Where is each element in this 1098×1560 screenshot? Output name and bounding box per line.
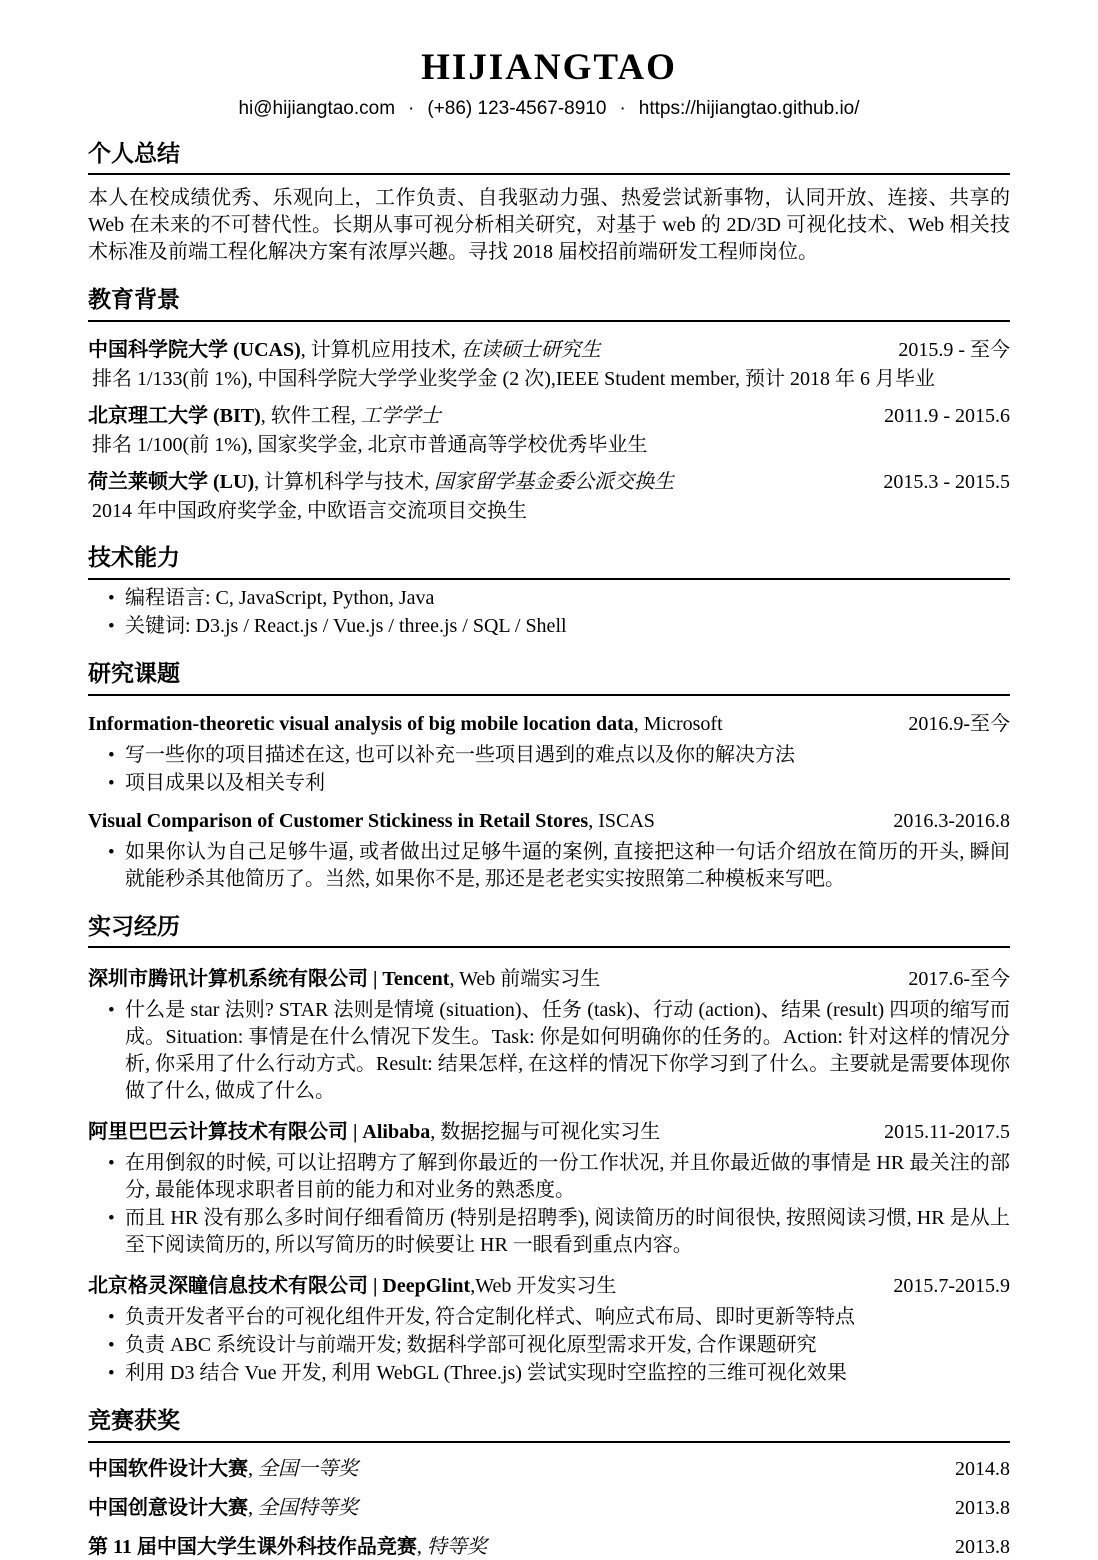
school-major: , 软件工程, (260, 405, 361, 428)
award-row (88, 1534, 1010, 1560)
internship-entry (88, 1119, 1010, 1259)
section-title-education: 教育背景 (88, 285, 1010, 322)
dot-separator: · (619, 97, 626, 119)
award-name: 中国软件设计大赛 (88, 1458, 248, 1481)
summary-text: 本人在校成绩优秀、乐观向上，工作负责、自我驱动力强、热爱尝试新事物，认同开放、连接、共享的 Web 在未来的不可替代性。长期从事可视分析相关研究，对基于 web 的 2D/3D 可视化技术、Web 相关技术标准及前端工程化解决方案有浓厚兴趣。寻找 2018 届校招前端研发工程师岗位。 (88, 187, 1010, 264)
project-bullet: • 如果你认为自己足够牛逼, 或者做出过足够牛逼的案例, 直接把这种一句话介绍放在简历的开头, 瞬间就能秒杀其他简历了。当然, 如果你不是, 那还是老老实实按照第二种模板来写吧。 (125, 839, 1010, 893)
internship-bullet: • 利用 D3 结合 Vue 开发, 利用 WebGL (Three.js) 尝试实现时空监控的三维可视化效果 (125, 1360, 1010, 1387)
company-name: 深圳市腾讯计算机系统有限公司 | Tencent (88, 968, 450, 991)
award-result: , 特等奖 (416, 1536, 487, 1559)
section-summary (88, 139, 1010, 267)
internship-bullet: • 负责 ABC 系统设计与前端开发; 数据科学部可视化原型需求开发, 合作课题研究 (125, 1332, 1010, 1359)
company-name: 北京格灵深瞳信息技术有限公司 | DeepGlint (88, 1275, 471, 1298)
project-title: Visual Comparison of Customer Stickiness in Retail Stores (88, 809, 589, 832)
section-internships (88, 912, 1010, 1388)
internship-bullet: • 而且 HR 没有那么多时间仔细看简历 (特别是招聘季), 阅读简历的时间很快, 按照阅读习惯, HR 是从上至下阅读简历的, 所以写简历的时候要让 HR 一眼看到重点内容。 (125, 1205, 1010, 1259)
section-education (88, 285, 1010, 524)
internship-entry (88, 1273, 1010, 1387)
section-title-awards: 竞赛获奖 (88, 1406, 1010, 1443)
section-research (88, 659, 1010, 893)
job-role: , 数据挖掘与可视化实习生 (430, 1121, 661, 1144)
internship-bullet: • 在用倒叙的时候, 可以让招聘方了解到你最近的一份工作状况, 并且你最近做的事情是 HR 最关注的部分, 最能体现求职者目前的能力和对业务的熟悉度。 (125, 1150, 1010, 1204)
skill-item: • 关键词: D3.js / React.js / Vue.js / three.js / SQL / Shell (125, 613, 1010, 640)
project-title: Information-theoretic visual analysis of big mobile location data (88, 712, 634, 735)
section-title-research: 研究课题 (88, 659, 1010, 696)
date-range: 2016.9-至今 (908, 712, 1010, 735)
award-row (88, 1495, 1010, 1521)
school-degree: 在读硕士研究生 (460, 339, 601, 362)
contact-email[interactable]: hi@hijiangtao.com (238, 97, 396, 119)
project-affiliation: , Microsoft (633, 712, 723, 735)
school-name: 北京理工大学 (BIT) (88, 405, 261, 428)
education-entry (88, 469, 1010, 524)
date-range: 2015.7-2015.9 (893, 1275, 1010, 1298)
resume-name: HIJIANGTAO (421, 47, 677, 88)
dot-separator: · (408, 97, 415, 119)
project-affiliation: , ISCAS (588, 809, 655, 832)
award-result: , 全国一等奖 (248, 1458, 358, 1481)
education-detail: 排名 1/100(前 1%), 国家奖学金, 北京市普通高等学校优秀毕业生 (92, 434, 648, 457)
school-name: 荷兰莱顿大学 (LU) (88, 471, 255, 494)
internship-bullet: • 什么是 star 法则? STAR 法则是情境 (situation)、任务 (task)、行动 (action)、结果 (result) 四项的缩写而成。Situation: 事情是在什么情况下发生。Task: 你是如何明确你的任务的。Action: 针对这样的情况分析, 你采用了什么行动方式。Result: 结果怎样, 在这样的情况下你学习到了什么。主要就是需要体现你做了什么, 做成了什么。 (125, 997, 1010, 1105)
internship-bullet: • 负责开发者平台的可视化组件开发, 符合定制化样式、响应式布局、即时更新等特点 (125, 1304, 1010, 1331)
education-detail: 排名 1/133(前 1%), 中国科学院大学学业奖学金 (2 次),IEEE Student member, 预计 2018 年 6 月毕业 (92, 368, 936, 391)
award-name: 中国创意设计大赛 (88, 1497, 248, 1520)
project-bullet: • 项目成果以及相关专利 (125, 770, 1010, 797)
date-range: 2011.9 - 2015.6 (884, 405, 1010, 428)
education-detail: 2014 年中国政府奖学金, 中欧语言交流项目交换生 (92, 500, 527, 523)
job-role: , Web 前端实习生 (449, 968, 601, 991)
award-row (88, 1456, 1010, 1482)
section-skills (88, 543, 1010, 640)
section-title-summary: 个人总结 (88, 139, 1010, 176)
award-date: 2013.8 (955, 1497, 1010, 1520)
section-awards (88, 1406, 1010, 1560)
contact-website[interactable]: https://hijiangtao.github.io/ (638, 97, 860, 119)
date-range: 2016.3-2016.8 (893, 809, 1010, 832)
skill-item: • 编程语言: C, JavaScript, Python, Java (125, 585, 1010, 612)
school-major: , 计算机应用技术, (300, 339, 461, 362)
contact-phone: (+86) 123-4567-8910 (427, 97, 607, 119)
internship-entry (88, 962, 1010, 1105)
job-role: ,Web 开发实习生 (470, 1275, 617, 1298)
project-bullet: • 写一些你的项目描述在这, 也可以补充一些项目遇到的难点以及你的解决方法 (125, 742, 1010, 769)
date-range: 2015.11-2017.5 (884, 1121, 1010, 1144)
school-major: , 计算机科学与技术, (254, 471, 435, 494)
section-title-skills: 技术能力 (88, 543, 1010, 580)
date-range: 2015.9 - 至今 (898, 339, 1010, 362)
award-result: , 全国特等奖 (248, 1497, 358, 1520)
research-project (88, 707, 1010, 797)
school-name: 中国科学院大学 (UCAS) (88, 339, 301, 362)
date-range: 2017.6-至今 (908, 968, 1010, 991)
company-name: 阿里巴巴云计算技术有限公司 | Alibaba (88, 1121, 431, 1144)
research-project (88, 808, 1010, 893)
award-name: 第 11 届中国大学生课外科技作品竞赛 (88, 1536, 417, 1559)
education-entry (88, 403, 1010, 458)
section-title-internships: 实习经历 (88, 912, 1010, 949)
school-degree: 国家留学基金委公派交换生 (434, 471, 675, 494)
school-degree: 工学学士 (360, 405, 441, 428)
education-entry (88, 333, 1010, 392)
award-date: 2014.8 (955, 1458, 1010, 1481)
contact-line (88, 98, 1010, 120)
date-range: 2015.3 - 2015.5 (883, 471, 1010, 494)
award-date: 2013.8 (955, 1536, 1010, 1559)
